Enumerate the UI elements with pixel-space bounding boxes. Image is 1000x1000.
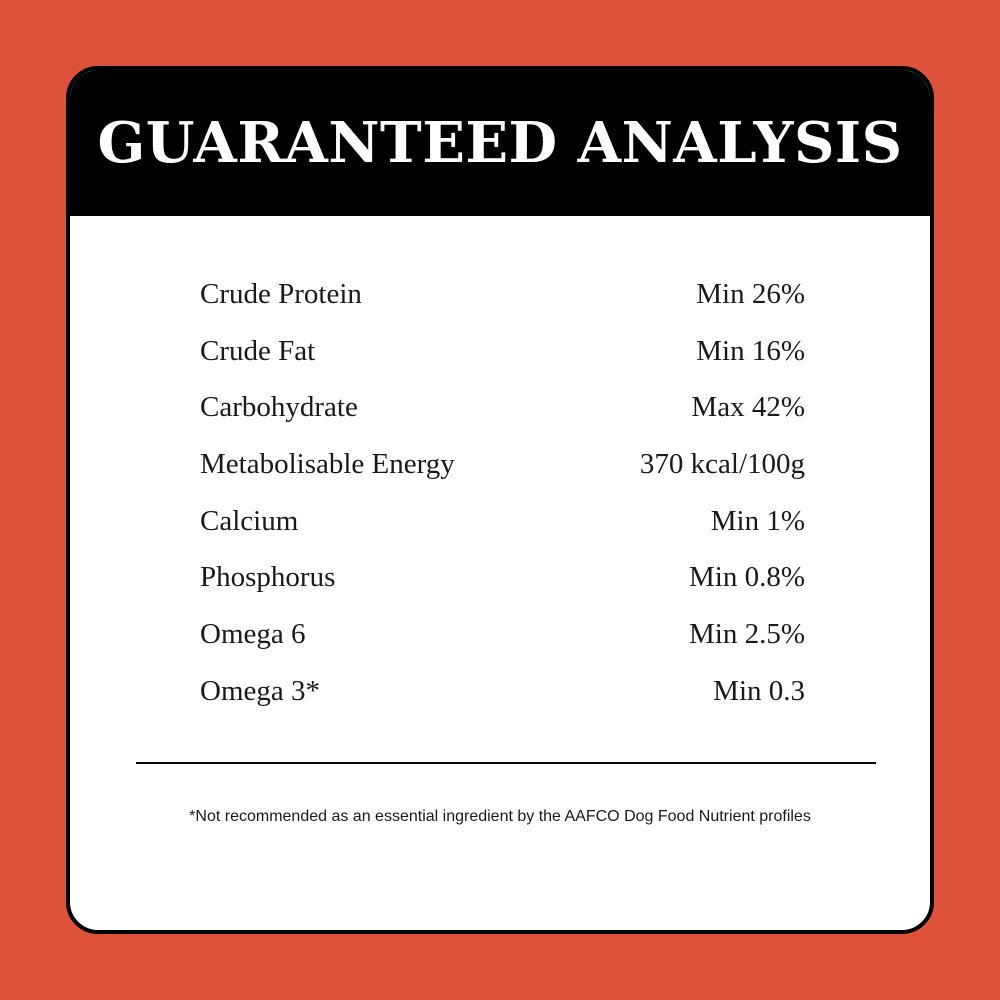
- nutrient-label: Calcium: [200, 504, 299, 537]
- page-title: GUARANTEED ANALYSIS: [97, 110, 903, 176]
- footnote: *Not recommended as an essential ingredient by the AAFCO Dog Food Nutrient profiles: [189, 808, 811, 825]
- nutrient-value: Min 2.5%: [689, 617, 805, 650]
- nutrient-value: Min 1%: [710, 504, 805, 537]
- nutrient-value: Min 0.8%: [689, 561, 805, 594]
- table-row: [200, 266, 805, 323]
- divider: [136, 762, 876, 764]
- nutrient-label: Crude Protein: [200, 277, 362, 310]
- nutrient-label: Metabolisable Energy: [200, 447, 455, 480]
- nutrient-label: Omega 6: [200, 617, 306, 650]
- table-row: [200, 436, 805, 493]
- nutrient-label: Carbohydrate: [200, 391, 358, 424]
- table-row: [200, 549, 805, 606]
- nutrient-label: Crude Fat: [200, 334, 316, 367]
- table-row: [200, 663, 805, 720]
- nutrient-label: Phosphorus: [200, 561, 336, 594]
- table-row: [200, 493, 805, 550]
- analysis-card: [66, 66, 934, 934]
- analysis-table: [200, 266, 805, 720]
- table-row: [200, 323, 805, 380]
- nutrient-value: Min 16%: [696, 334, 805, 367]
- nutrient-value: Max 42%: [691, 391, 805, 424]
- nutrient-value: Min 0.3: [713, 674, 805, 707]
- nutrient-value: Min 26%: [696, 277, 805, 310]
- table-row: [200, 606, 805, 663]
- nutrient-label: Omega 3*: [200, 674, 320, 707]
- nutrient-value: 370 kcal/100g: [639, 447, 805, 480]
- card-header: [70, 70, 930, 216]
- table-row: [200, 379, 805, 436]
